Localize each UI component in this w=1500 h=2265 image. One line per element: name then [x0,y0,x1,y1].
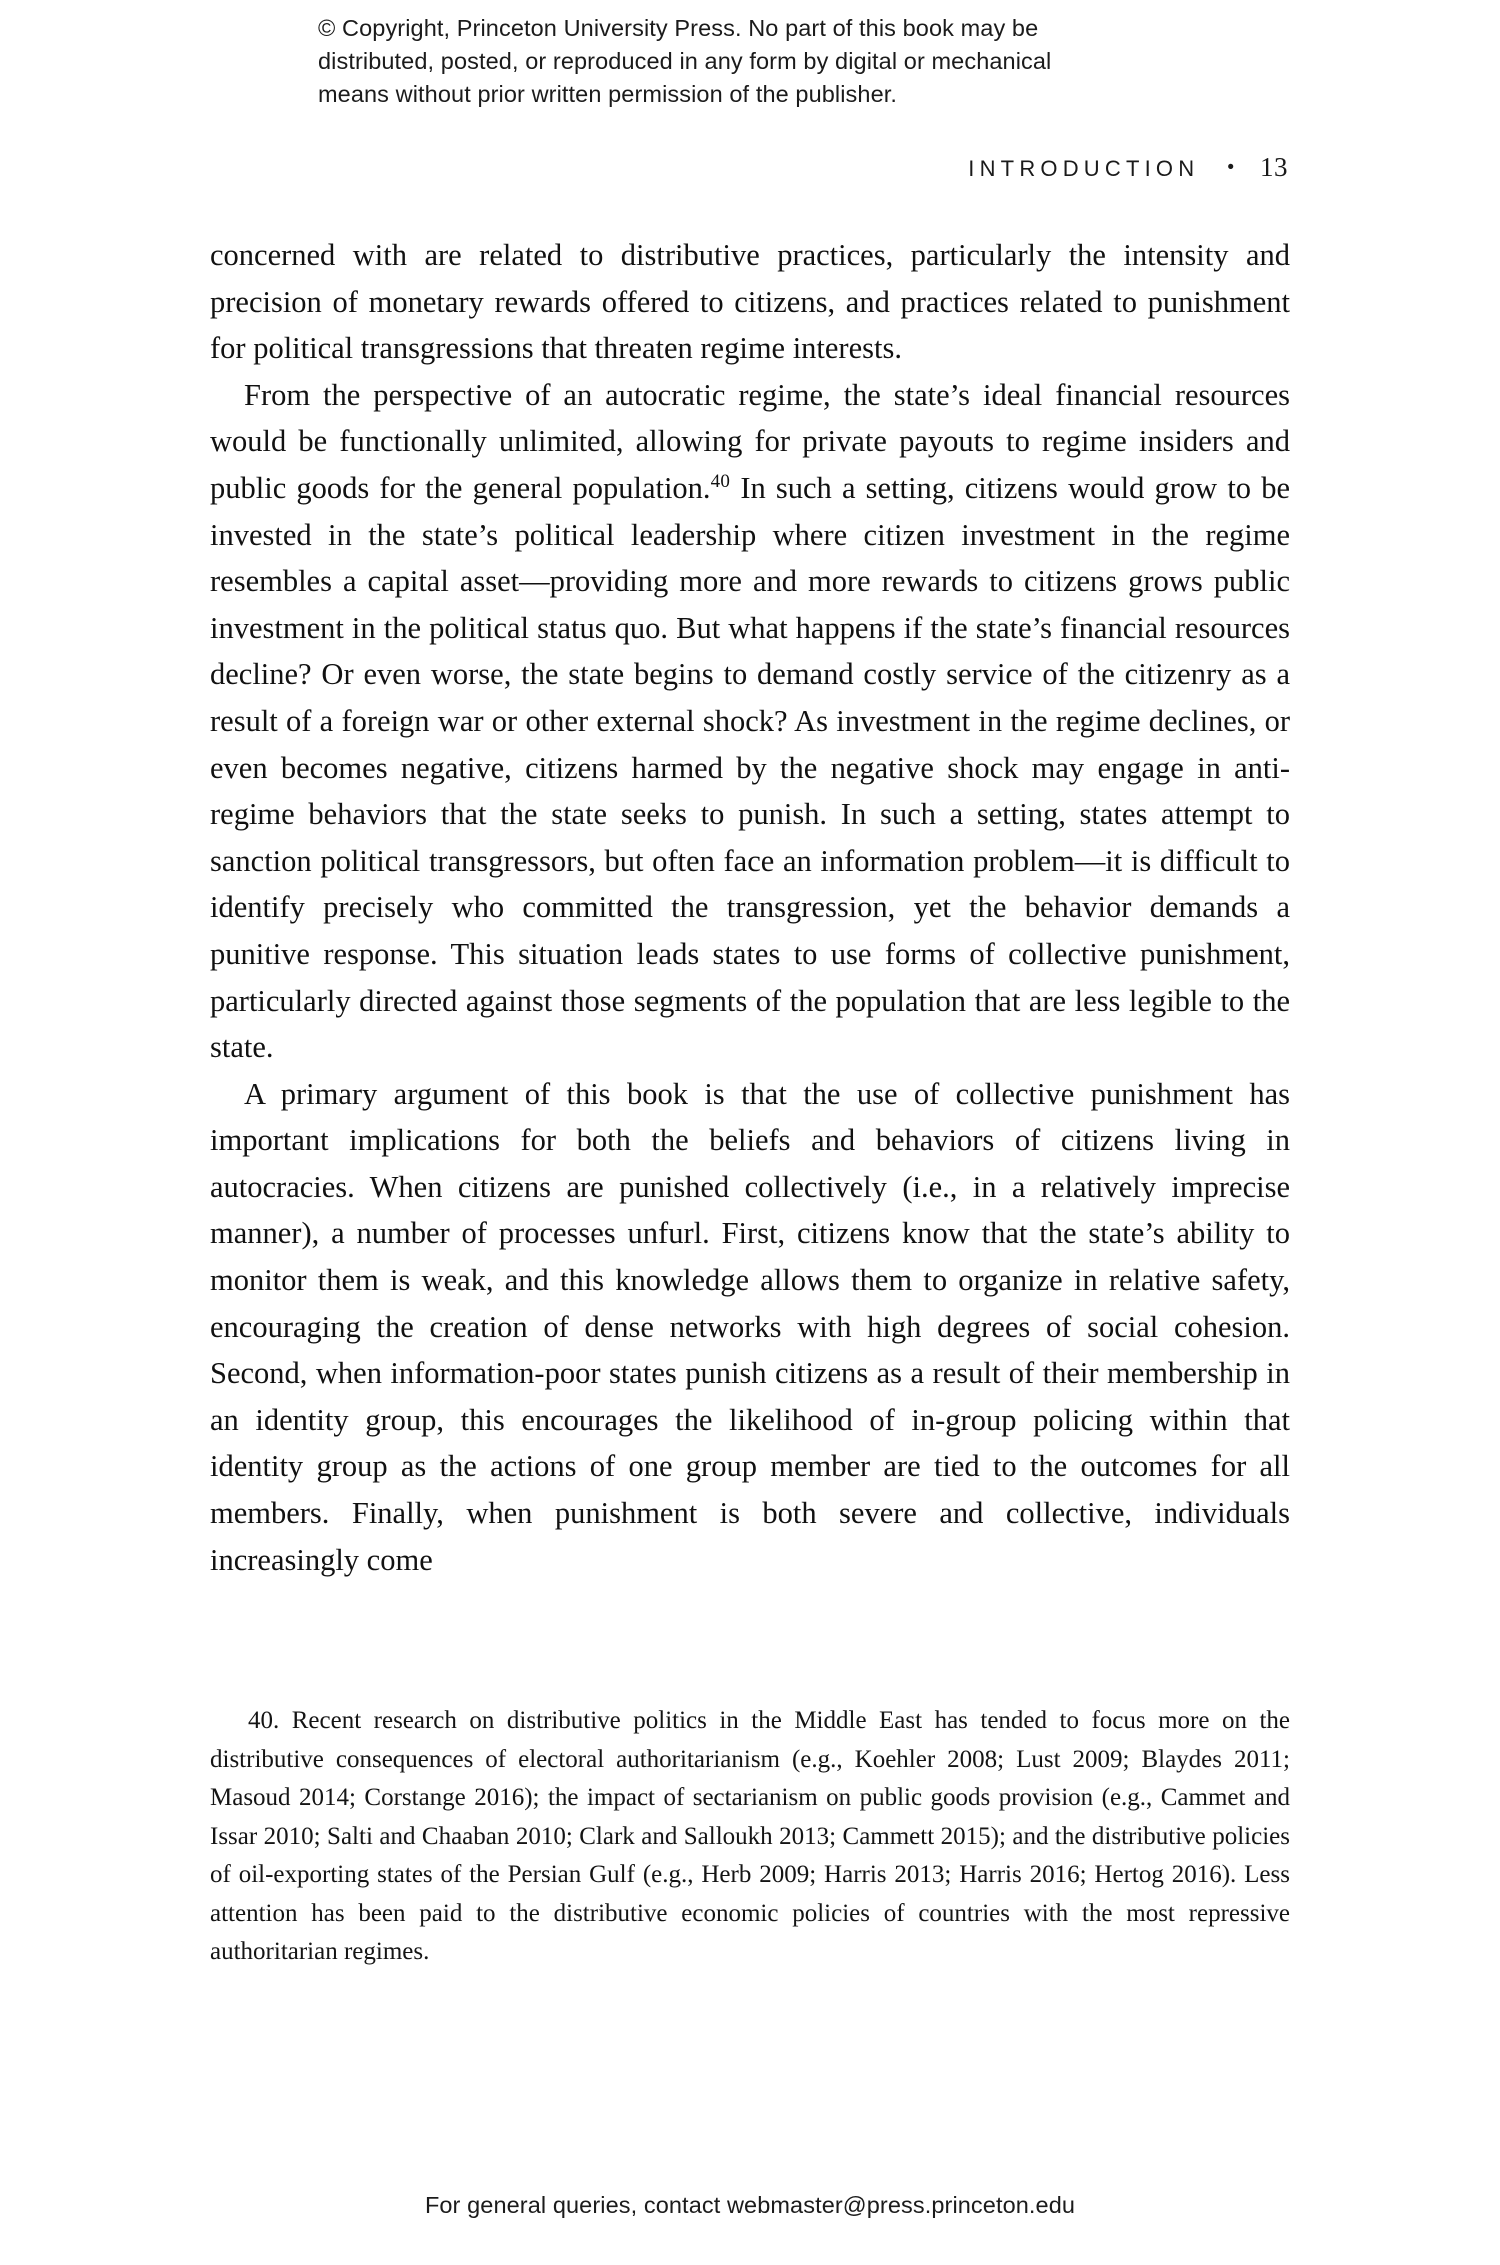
footer-query-line: For general queries, contact webmaster@press.princeton.edu [424,2192,1076,2218]
footnote-40-text: 40. Recent research on distributive politics in the Middle East has tended to focus more on the distributive consequences of electoral authoritarianism (e.g., Koehler 2008; Lust 2009; Blaydes 2011; Masoud 2014; Corstange 2016); the impact of sectarianism on public goods provision (e.g., Cammet and Issar 2010; Salti and Chaaban 2010; Clark and Salloukh 2013; Cammett 2015); and the distributive policies of oil-exporting states of the Persian Gulf (e.g., Herb 2009; Harris 2013; Harris 2016; Hertog 2016). Less attention has been paid to the distributive economic policies of countries with the most repressive authoritarian regimes. [210,1707,1290,1965]
paragraph-text-after-footnote: In such a setting, citizens would grow to be invested in the state’s political leadership where citizen investment in the regime resembles a capital asset—providing more and more rewards to citizens grows public investment in the political status quo. But what happens if the state’s financial resources decline? Or even worse, the state begins to demand costly service of the citizenry as a result of a foreign war or other external shock? As investment in the regime declines, or even becomes negative, citizens harmed by the negative shock may engage in anti-regime behaviors that the state seeks to punish. In such a setting, states attempt to sanction political transgressors, but often face an information problem—it is difficult to identify precisely who committed the transgression, yet the behavior demands a punitive response. This situation leads states to use forms of collective punishment, particularly directed against those segments of the population that are less legible to the state. [210,470,1290,1065]
body-paragraph-continued: concerned with are related to distributive practices, particularly the intensity and precision of monetary rewards offered to citizens, and practices related to punishment for political transgressions that threaten regime interests. [210,238,1290,366]
footnote-reference-40[interactable]: 40 [710,470,731,492]
body-text-column [210,232,1290,1583]
copyright-notice [318,12,1158,111]
bullet-separator-icon: • [1227,157,1234,178]
footnote-block [210,1702,1290,1972]
body-paragraph-primary-argument: A primary argument of this book is that the use of collective punishment has important implications for both the beliefs and behaviors of citizens living in autocracies. When citizens are punished collectively (i.e., in a relatively imprecise manner), a number of processes unfurl. First, citizens know that the state’s ability to monitor them is weak, and this knowledge allows them to organize in relative safety, encouraging the creation of dense networks with high degrees of social cohesion. Second, when information-poor states punish citizens as a result of their membership in an identity group, this encourages the likelihood of in-group policing within that identity group as the actions of one group member are tied to the outcomes for all members. Finally, when punishment is both severe and collective, individuals increasingly come [210,1076,1290,1577]
running-head [968,152,1288,183]
running-head-chapter-title: INTRODUCTION [968,156,1200,181]
page-number: 13 [1260,152,1288,182]
copyright-notice-line-3: means without prior written permission of the publisher. [318,81,898,107]
copyright-notice-line-1: © Copyright, Princeton University Press. No part of this book may be [318,15,1039,41]
paragraph-text-before-footnote: From the perspective of an autocratic regime, the state’s ideal financial resources would be functionally unlimited, allowing for private payouts to regime insiders and public goods for the general population. [210,377,1290,505]
body-paragraph-autocratic-regime [210,372,1290,1071]
copyright-notice-line-2: distributed, posted, or reproduced in any form by digital or mechanical [318,48,1052,74]
